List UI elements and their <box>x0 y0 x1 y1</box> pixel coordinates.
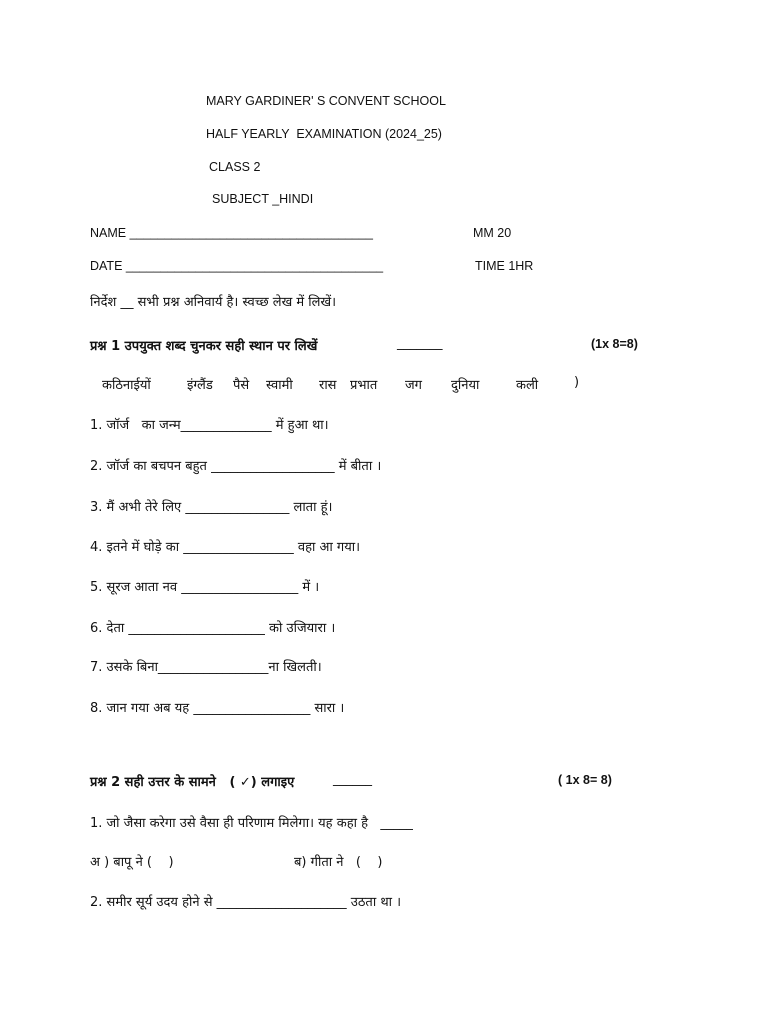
q2-question-1: 1. जो जैसा करेगा उसे वैसा ही परिणाम मिलेगा। यह कहा है _____ <box>90 816 413 831</box>
word-bank-item: स्वामी <box>266 378 293 393</box>
word-bank-item: जग <box>405 378 422 393</box>
exam-title: HALF YEARLY EXAMINATION (2024_25) <box>206 127 442 141</box>
q1-item-4: 4. इतने में घोड़े का _________________ वहा आ गया। <box>90 540 361 555</box>
q2-option-a: अ ) बापू ने ( ) <box>90 855 174 870</box>
word-bank-item: प्रभात <box>350 378 378 393</box>
q1-item-1: 1. जॉर्ज का जन्म______________ में हुआ था। <box>90 418 329 433</box>
school-name: MARY GARDINER' S CONVENT SCHOOL <box>206 94 446 108</box>
subject-label: SUBJECT _HINDI <box>212 192 314 206</box>
q1-item-7: 7. उसके बिना_________________ना खिलती। <box>90 660 322 675</box>
q1-item-2: 2. जॉर्ज का बचपन बहुत ___________________ में बीता । <box>90 459 382 474</box>
word-bank-item: दुनिया <box>451 378 480 393</box>
word-bank-item: कली <box>516 378 539 393</box>
class-label: CLASS 2 <box>209 160 261 174</box>
q1-item-8: 8. जान गया अब यह __________________ सारा । <box>90 701 345 716</box>
name-field: NAME ___________________________________ <box>90 226 373 240</box>
q2-question-2: 2. समीर सूर्य उदय होने से ____________________ उठता था । <box>90 895 402 910</box>
q2-option-b: ब) गीता ने ( ) <box>294 855 383 870</box>
time-duration: TIME 1HR <box>475 259 534 273</box>
word-bank-item: पैसे <box>233 378 250 393</box>
q1-item-6: 6. देता _____________________ को उजियारा । <box>90 621 336 636</box>
word-bank-item: कठिनाईयों <box>102 378 151 393</box>
q1-title: प्रश्न 1 उपयुक्त शब्द चुनकर सही स्थान पर लिखें <box>90 339 318 354</box>
date-field: DATE _____________________________________ <box>90 259 384 273</box>
q2-blank: ______ <box>333 772 372 787</box>
max-marks: MM 20 <box>473 226 512 240</box>
word-bank-item: इंग्लैंड <box>187 378 213 393</box>
q1-blank: _______ <box>397 336 443 351</box>
instruction-text: निर्देश __ सभी प्रश्न अनिवार्य है। स्वच्छ लेख में लिखें। <box>90 295 337 310</box>
q1-item-5: 5. सूरज आता नव __________________ में । <box>90 580 320 595</box>
word-bank <box>0 375 768 395</box>
q2-marks: ( 1x 8= 8) <box>558 773 612 787</box>
q2-title: प्रश्न 2 सही उत्तर के सामने ( ✓) लगाइए <box>90 775 295 790</box>
word-bank-item: ) <box>574 375 580 390</box>
q1-item-3: 3. मैं अभी तेरे लिए ________________ लाता हूं। <box>90 500 333 515</box>
word-bank-item: रास <box>319 378 337 393</box>
q1-marks: (1x 8=8) <box>591 337 638 351</box>
